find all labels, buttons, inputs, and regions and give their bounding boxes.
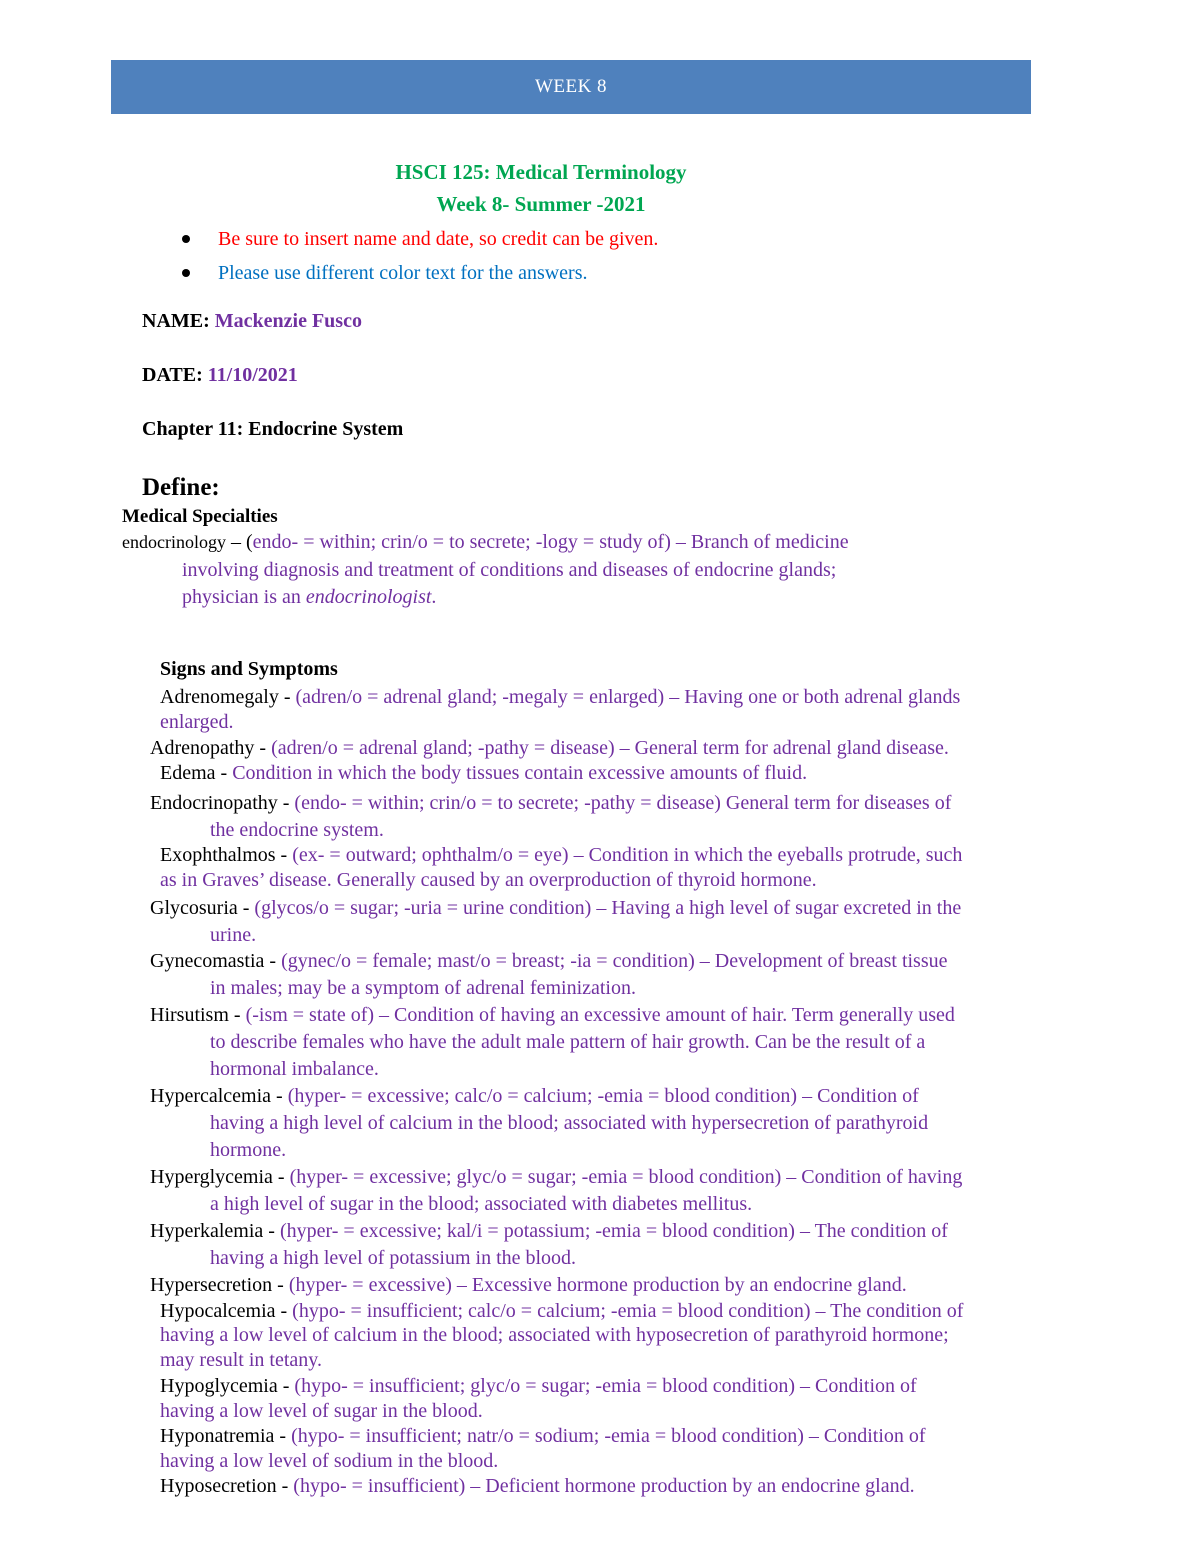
definition-line: having a low level of sodium in the blood. (160, 1450, 499, 1472)
definition-line: the endocrine system. (210, 819, 384, 841)
definition-entry: Hyponatremia - (hypo- = insufficient; natr/o = sodium; -emia = blood condition) – Condition of (160, 1425, 926, 1447)
endocrinology-term: endocrinology (122, 532, 226, 552)
definition-line: having a low level of calcium in the blood; associated with hyposecretion of parathyroid hormone; (160, 1324, 949, 1346)
definition-line: a high level of sugar in the blood; associated with diabetes mellitus. (210, 1193, 753, 1215)
date-field (142, 364, 298, 387)
definition-entry: Gynecomastia - (gynec/o = female; mast/o = breast; -ia = condition) – Development of breast tissue (150, 950, 948, 972)
endocrinology-def-line: involving diagnosis and treatment of conditions and diseases of endocrine glands; (182, 559, 837, 581)
definition-line: hormone. (210, 1139, 287, 1161)
definition-entry: Hypercalcemia - (hyper- = excessive; calc/o = calcium; -emia = blood condition) – Condition of (150, 1085, 919, 1107)
signs-symptoms-heading: Signs and Symptoms (160, 658, 338, 680)
definition-entry: Edema - Condition in which the body tissues contain excessive amounts of fluid. (160, 762, 808, 784)
name-label: NAME: (142, 310, 210, 332)
endocrinology-def-line: physician is an endocrinologist. (182, 586, 437, 608)
definition-entry: Adrenomegaly - (adren/o = adrenal gland; -megaly = enlarged) – Having one or both adrenal glands (160, 686, 961, 708)
definition-line: enlarged. (160, 711, 234, 733)
endocrinology-entry: endocrinology – (endo- = within; crin/o = to secrete; -logy = study of) – Branch of medicine (122, 531, 849, 553)
definition-line: in males; may be a symptom of adrenal feminization. (210, 977, 636, 999)
definition-line: may result in tetany. (160, 1349, 322, 1371)
define-heading: Define: (142, 474, 220, 501)
definition-entry: Hyposecretion - (hypo- = insufficient) – Deficient hormone production by an endocrine gland. (160, 1475, 915, 1497)
definition-entry: Hypocalcemia - (hypo- = insufficient; calc/o = calcium; -emia = blood condition) – The condition of (160, 1300, 964, 1322)
medical-specialties-heading: Medical Specialties (122, 506, 278, 527)
name-value: Mackenzie Fusco (214, 310, 362, 332)
date-label: DATE: (142, 364, 203, 386)
course-title: HSCI 125: Medical Terminology (395, 160, 687, 184)
definition-line: having a high level of calcium in the blood; associated with hypersecretion of parathyroid (210, 1112, 929, 1134)
definition-entry: Hypersecretion - (hyper- = excessive) – Excessive hormone production by an endocrine gland. (150, 1274, 907, 1296)
bullet-icon (182, 269, 190, 277)
document-title (0, 156, 1200, 220)
definition-entry: Hyperkalemia - (hyper- = excessive; kal/i = potassium; -emia = blood condition) – The condition of (150, 1220, 948, 1242)
definition-entry: Hyperglycemia - (hyper- = excessive; glyc/o = sugar; -emia = blood condition) – Condition of having (150, 1166, 963, 1188)
definition-line: having a low level of sugar in the blood. (160, 1400, 483, 1422)
definition-line: as in Graves’ disease. Generally caused by an overproduction of thyroid hormone. (160, 869, 817, 891)
instruction-item: Please use different color text for the answers. (182, 256, 658, 290)
bullet-icon (182, 235, 190, 243)
definition-line: hormonal imbalance. (210, 1058, 379, 1080)
definition-entry: Exophthalmos - (ex- = outward; ophthalm/o = eye) – Condition in which the eyeballs protrude, such (160, 844, 963, 866)
instruction-item: Be sure to insert name and date, so credit can be given. (182, 222, 658, 256)
definition-entry: Hirsutism - (-ism = state of) – Condition of having an excessive amount of hair. Term generally used (150, 1004, 955, 1026)
definition-entry: Adrenopathy - (adren/o = adrenal gland; -pathy = disease) – General term for adrenal gland disease. (150, 737, 949, 759)
definition-entry: Endocrinopathy - (endo- = within; crin/o = to secrete; -pathy = disease) General term for diseases of (150, 792, 952, 814)
week-title: Week 8- Summer -2021 (436, 192, 646, 216)
definition-entry: Hypoglycemia - (hypo- = insufficient; glyc/o = sugar; -emia = blood condition) – Condition of (160, 1375, 917, 1397)
week-header-label: WEEK 8 (534, 76, 608, 97)
definition-line: urine. (210, 924, 257, 946)
week-header-bar (111, 60, 1031, 114)
chapter-heading: Chapter 11: Endocrine System (142, 418, 404, 440)
date-value: 11/10/2021 (207, 364, 298, 386)
definition-line: having a high level of potassium in the blood. (210, 1247, 577, 1269)
instruction-list (182, 222, 658, 290)
name-field (142, 310, 362, 333)
definition-entry: Glycosuria - (glycos/o = sugar; -uria = urine condition) – Having a high level of sugar excreted in the (150, 897, 962, 919)
definition-line: to describe females who have the adult male pattern of hair growth. Can be the result of a (210, 1031, 926, 1053)
